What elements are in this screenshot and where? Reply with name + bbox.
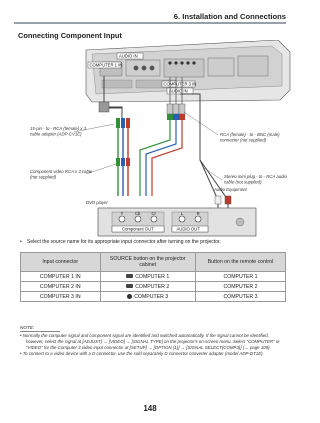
cable-15pin-label-1: 15-pin - to - RCA (female) x 3: [30, 126, 86, 131]
port-cb-label: Cb: [135, 211, 141, 216]
rca-bnc-label-2: connector (not supplied): [220, 137, 267, 143]
audio-out-label: AUDIO OUT: [176, 226, 200, 232]
cabinet-cell: [100, 292, 195, 302]
stereo-cable-label-2: cable (not supplied): [224, 179, 262, 185]
cabinet-label: COMPUTER 2: [135, 283, 170, 290]
rca-bnc-connectors: [167, 77, 185, 120]
table-header-row: [21, 253, 286, 272]
cabinet-cell: [100, 282, 195, 292]
input-selection-table: [20, 252, 286, 302]
dvd-player-label: DVD player: [86, 200, 108, 205]
table-row: [21, 282, 286, 292]
note-divider: [20, 331, 60, 332]
port-r-label: R: [196, 211, 200, 216]
computer-1-in-label: COMPUTER 1 IN: [89, 62, 123, 68]
computer-3-in-label: COMPUTER 3 IN: [163, 81, 197, 87]
section-title: Connecting Component Input: [18, 31, 122, 40]
note-item: • Normally the computer signal and component signal are identified and switched automatically. If the signal cannot be identified, however, select the signal at [ADJUST] → [VIDEO] → [SIGNAL TYPE] on the projector's on-screen menu. Select "COMPUTER" or "VIDEO" for the Computer 3 video input connector at [SETUP] → [OPTION (1)] → [SIGNAL SELECT(COMP3)] (→ page 109).: [20, 333, 280, 350]
cabinet-label: COMPUTER 1: [135, 273, 170, 280]
table-row: [21, 272, 286, 282]
rca-bnc-label-1: RCA (female) - to - BNC (male): [220, 132, 280, 137]
connector-cell: COMPUTER 1 IN: [21, 272, 101, 282]
port-y-label: Y: [120, 211, 124, 216]
notes-list: [20, 333, 286, 357]
stereo-cable-label-1: Stereo mini plug - to - RCA audio: [224, 174, 287, 179]
note-item: • To connect to a video device with a D connector, use the sold separately D connector converter adapter (model ADP-DT1E).: [20, 350, 264, 356]
instruction-text: Select the source name for its appropriate input connector after turning on the projector.: [27, 239, 221, 245]
computer-icon: [126, 274, 133, 278]
cabinet-label: COMPUTER 3: [134, 293, 169, 300]
note-text: Normally the computer signal and component signal are identified and switched automatically. If the signal cannot be identified, however, select the signal at [ADJUST] → [VIDEO] → [SIGNAL TYPE] on the projector's on-screen menu. Select "COMPUTER" or "VIDEO" for the Computer 3 video input connector at [SETUP] → [OPTION (1)] → [SIGNAL SELECT(COMP3)] (→ page 109).: [22, 333, 280, 350]
component-cables: [116, 120, 182, 196]
bullet-dot: •: [20, 239, 22, 245]
note-text: To connect to a video device with a D connector, use the sold separately D connector converter adapter (model ADP-DT1E).: [22, 350, 264, 356]
chapter-title: 6. Installation and Connections: [173, 12, 286, 21]
remote-cell: COMPUTER 2: [195, 282, 285, 292]
connection-diagram: [0, 40, 300, 240]
component-cable-label-1: Component video RCA x 3 cable: [30, 169, 93, 174]
cabinet-cell: [100, 272, 195, 282]
connector-cell: COMPUTER 2 IN: [21, 282, 101, 292]
header-divider: [14, 22, 286, 24]
computer-3-icon: [127, 294, 132, 299]
computer-icon: [126, 284, 133, 288]
column-header: Input connector: [21, 253, 101, 272]
note-heading: NOTE:: [20, 325, 35, 330]
column-header: SOURCE button on the projector cabinet: [100, 253, 195, 272]
remote-cell: COMPUTER 3: [195, 292, 285, 302]
audio-in-bottom-label: AUDIO IN: [169, 88, 188, 94]
port-l-label: L: [180, 211, 184, 216]
projector: [86, 40, 290, 102]
audio-in-top-label: AUDIO IN: [119, 53, 138, 59]
port-cr-label: Cr: [151, 211, 156, 216]
audio-equipment-label: Audio Equipment: [214, 187, 247, 192]
cable-15pin-label-2: cable adapter (ADP-CV1E): [30, 131, 82, 137]
connector-cell: COMPUTER 3 IN: [21, 292, 101, 302]
remote-cell: COMPUTER 1: [195, 272, 285, 282]
column-header: Button on the remote control: [195, 253, 285, 272]
component-out-label: Component OUT: [122, 226, 154, 232]
dvd-player: [98, 208, 256, 236]
page-number: 148: [143, 404, 157, 413]
table-row: [21, 292, 286, 302]
instruction-bullet: [20, 239, 286, 246]
component-cable-label-2: (not supplied): [30, 174, 57, 180]
